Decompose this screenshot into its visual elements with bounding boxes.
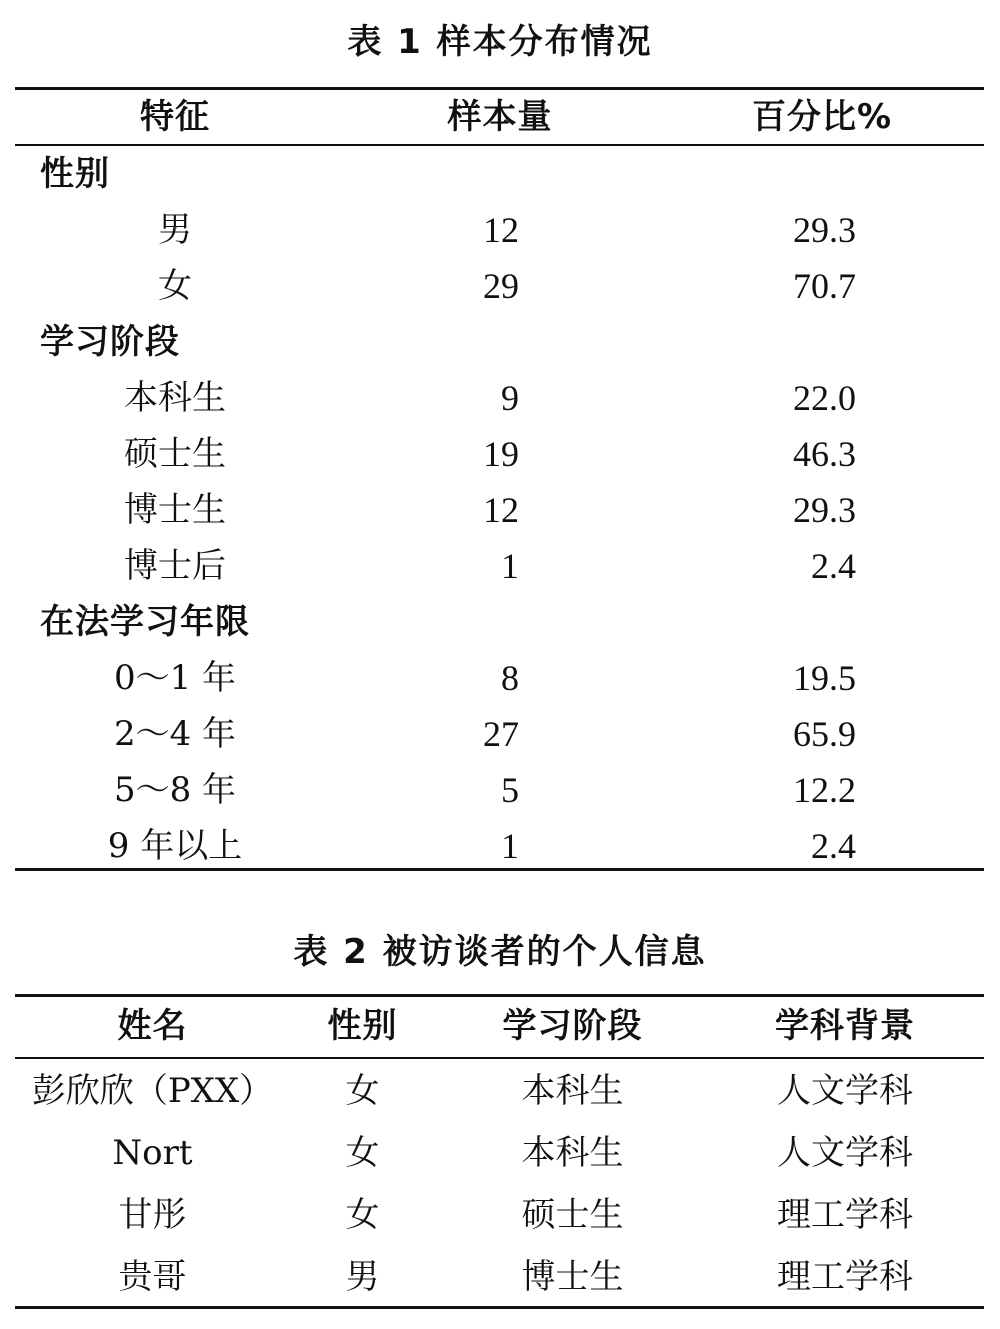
table1-header-percent: 百分比% — [751, 97, 893, 137]
table1-row-count: 12 — [483, 490, 519, 530]
table1-group-label: 学习阶段 — [40, 322, 180, 362]
table1-row-percent: 22.0 — [793, 378, 856, 418]
table1-bottom-rule — [15, 868, 984, 871]
table2-row-discipline: 理工学科 — [777, 1195, 913, 1235]
table2-bottom-rule — [15, 1306, 984, 1309]
table2-header-name: 姓名 — [117, 1006, 188, 1046]
table2-row-name: 甘彤 — [118, 1195, 187, 1235]
table2-row-gender: 女 — [345, 1195, 380, 1235]
table2-row-gender: 女 — [345, 1133, 380, 1173]
table2-row-gender: 男 — [345, 1257, 380, 1297]
table2-header-gender: 性别 — [327, 1006, 398, 1046]
table1-row-count: 19 — [483, 434, 519, 474]
table2-row-stage: 博士生 — [521, 1257, 624, 1297]
table2-row-discipline: 理工学科 — [777, 1257, 913, 1297]
table1-row-count: 8 — [501, 658, 519, 698]
table1-row-label: 硕士生 — [124, 434, 226, 474]
table1-row-count: 27 — [483, 714, 519, 754]
table1-row-count: 12 — [483, 210, 519, 250]
table1-row-percent: 2.4 — [811, 546, 856, 586]
table1-row-percent: 46.3 — [793, 434, 856, 474]
table1-row-label: 博士后 — [124, 546, 226, 586]
table2-row-stage: 本科生 — [521, 1133, 624, 1173]
table2-header-discipline: 学科背景 — [775, 1006, 915, 1046]
table2-row-gender: 女 — [345, 1071, 380, 1111]
table1-row-count: 29 — [483, 266, 519, 306]
table2-header-stage: 学习阶段 — [502, 1006, 643, 1046]
table2-row-discipline: 人文学科 — [777, 1071, 913, 1111]
table1-row-label: 本科生 — [124, 378, 226, 418]
table2-header-rule — [15, 1057, 984, 1059]
table1-row-percent: 19.5 — [793, 658, 856, 698]
table1-row-label: 9 年以上 — [107, 826, 243, 866]
table1-row-count: 9 — [501, 378, 519, 418]
table1-group-label: 性别 — [40, 154, 110, 194]
table2-row-discipline: 人文学科 — [777, 1133, 913, 1173]
table2-caption: 表 2 被访谈者的个人信息 — [293, 932, 707, 972]
table1-row-percent: 29.3 — [793, 490, 856, 530]
table2-row-stage: 硕士生 — [521, 1195, 624, 1235]
table1-row-percent: 70.7 — [793, 266, 856, 306]
table1-caption: 表 1 样本分布情况 — [347, 22, 653, 62]
table1-row-count: 1 — [501, 546, 519, 586]
table1-row-label: 2～4 年 — [113, 714, 237, 754]
table2-top-rule — [15, 994, 984, 997]
table1-row-label: 女 — [158, 266, 192, 306]
table2-row-name: 彭欣欣（PXX） — [31, 1071, 274, 1111]
table2-row-name: Nort — [112, 1133, 193, 1173]
table1-row-percent: 65.9 — [793, 714, 856, 754]
table1-header-feature: 特征 — [140, 97, 210, 137]
table1-row-percent: 29.3 — [793, 210, 856, 250]
table1-row-percent: 2.4 — [811, 826, 856, 866]
table1-row-label: 博士生 — [124, 490, 226, 530]
table1-row-percent: 12.2 — [793, 770, 856, 810]
table1-row-count: 5 — [501, 770, 519, 810]
table1-row-count: 1 — [501, 826, 519, 866]
table1-row-label: 0～1 年 — [113, 658, 237, 698]
table2-row-name: 贵哥 — [118, 1257, 187, 1297]
table2-row-stage: 本科生 — [521, 1071, 624, 1111]
table1-header-count: 样本量 — [447, 97, 553, 137]
table1-row-label: 男 — [158, 210, 192, 250]
table1-group-label: 在法学习年限 — [40, 602, 250, 642]
table1-row-label: 5～8 年 — [113, 770, 237, 810]
